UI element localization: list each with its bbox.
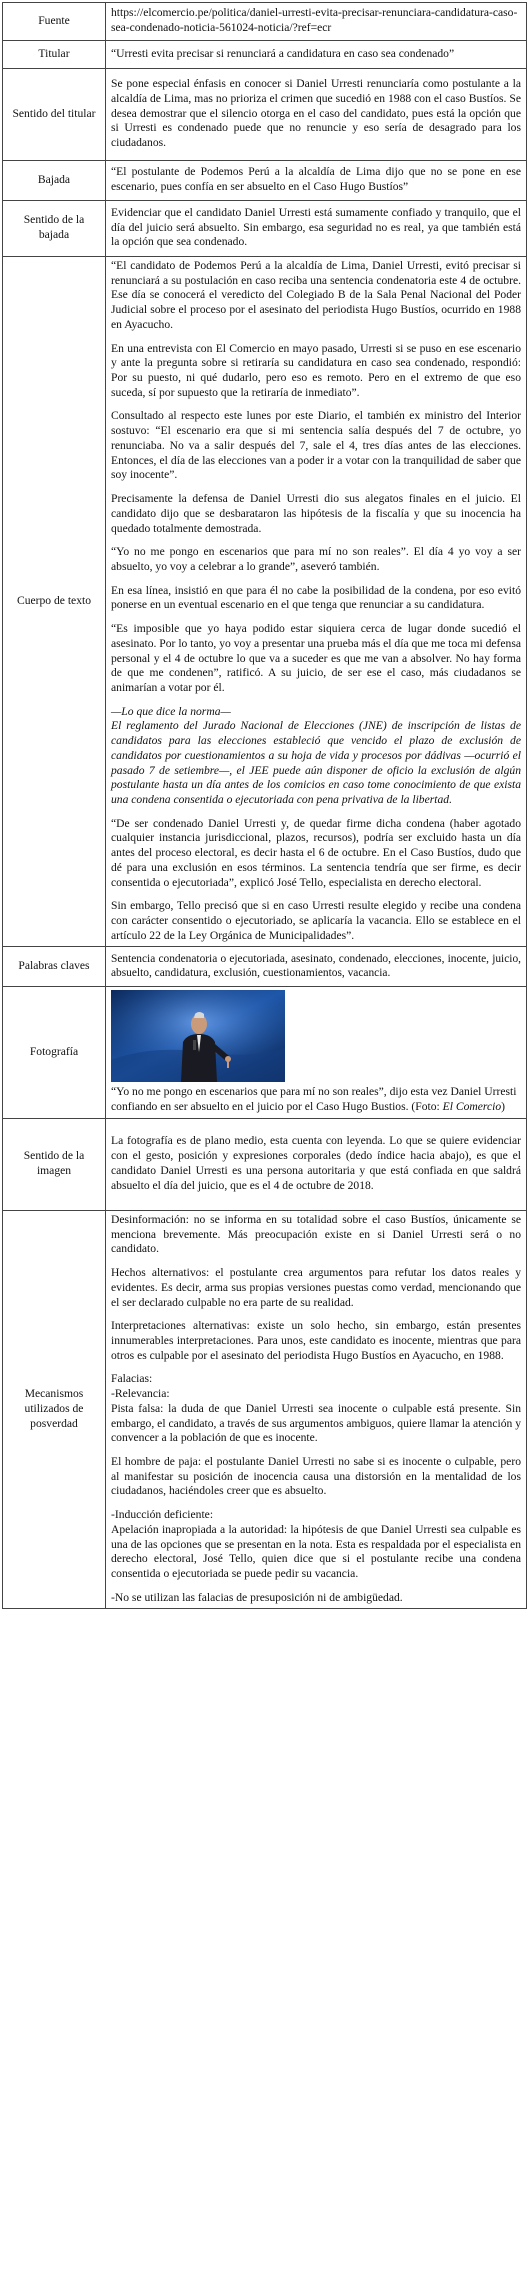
label-sentido-titular: Sentido del titular — [3, 69, 106, 161]
body-paragraph: Precisamente la defensa de Daniel Urresti dio sus alegatos finales en el juicio. El candidato dijo que se desbarataron las hipótesis de la fiscalía y que su inocencia ha quedado totalmente demostrada. — [111, 492, 521, 535]
label-palabras: Palabras claves — [3, 947, 106, 987]
body-paragraph: En esa línea, insistió en que para él no cabe la posibilidad de la condena, por eso evitó ponerse en un eventual escenario en el que tenga que renunciar a su candidatura. — [111, 583, 521, 612]
body-paragraph: En una entrevista con El Comercio en mayo pasado, Urresti si se puso en ese escenario y ante la pregunta sobre si retiraría su candidatura en caso sea condenado, respondió: Por su puesto, ni qué dudarlo, pero eso es remoto. Pero en el extremo de que eso suceda, sí por supuesto que la retiraría de inmediato”. — [111, 341, 521, 399]
mechanism-item: Interpretaciones alternativas: existe un solo hecho, sin embargo, están presentes innumerables interpretaciones. Para unos, este candidato es inocente, mientras que para otros es culpable por el asesinato del periodista Hugo Bustíos en Ayacucho, en 1988. — [111, 1319, 521, 1362]
norm-paragraph: El reglamento del Jurado Nacional de Elecciones (JNE) de inscripción de listas de candidatos para las elecciones estableció que vencido el plazo de exclusión de candidatos por cuestionamientos a su hoja de vida y procesos por dádivas —ocurrió el pasado 7 de setiembre—, el JEE puede aún disponer de oficio la exclusión de algún postulante hasta un día antes de los comicios en caso tome conocimiento de que exista una condena consentida o ejecutoriada con pena privativa de la libertad. — [111, 719, 521, 806]
subheadline-text: “El postulante de Podemos Perú a la alcaldía de Lima dijo que no se pone en ese escenario, pues confía en ser absuelto en el Caso Hugo Bustíos” — [106, 161, 527, 201]
label-mecanismos: Mecanismos utilizados de posverdad — [3, 1210, 106, 1609]
keywords-text: Sentencia condenatoria o ejecutoriada, asesinato, condenado, elecciones, inocente, juicio, absuelto, candidatura, exclusión, cuestionamientos, vacancia. — [106, 947, 527, 987]
mechanism-item: -No se utilizan las falacias de presuposición ni de ambigüedad. — [111, 1590, 403, 1604]
body-paragraph: “Yo no me pongo en escenarios que para mí no son reales”. El día 4 yo voy a ser absuelto, yo voy a celebrar a lo grande”, aseveró también. — [111, 545, 521, 573]
mechanism-item: Hechos alternativos: el postulante crea argumentos para refutar los datos reales y evidentes. Es decir, arma sus propias versiones puestas como verdad, mencionando que el ser declarado culpable no era parte de su realidad. — [111, 1266, 521, 1309]
label-titular: Titular — [3, 41, 106, 69]
row-bajada — [3, 161, 527, 201]
body-paragraph: Sin embargo, Tello precisó que si en caso Urresti resulte elegido y recibe una condena con carácter consentido o ejecutoriado, se aplicaría la vacancia. Ello se establece en el artículo 22 de la Ley Orgánica de Municipalidades”. — [111, 899, 521, 942]
row-mecanismos — [3, 1210, 527, 1609]
headline-meaning-text: Se pone especial énfasis en conocer si Daniel Urresti renunciaría como postulante a la alcaldía de Lima, mas no prioriza el crimen que sucedió en 1988 con el caso Bustíos. Se desea demostrar que el silencio otorga en el caso del candidato, pues está la opción que si Urresti es condenado puede que no renuncie y eso sería de desagrado para los ciudadanos. — [106, 69, 527, 161]
row-cuerpo — [3, 257, 527, 947]
label-sentido-imagen: Sentido de la imagen — [3, 1118, 106, 1210]
label-bajada: Bajada — [3, 161, 106, 201]
label-cuerpo: Cuerpo de texto — [3, 257, 106, 947]
photo-caption-main: “Yo no me pongo en escenarios que para mí no son reales”, dijo esta vez Daniel Urresti confiando en ser absuelto en el juicio por el Caso Hugo Bustios. (Foto: — [111, 1085, 517, 1114]
photo-wrapper — [111, 989, 521, 1082]
mechanism-heading: Falacias: — [111, 1372, 153, 1386]
row-fuente — [3, 3, 527, 41]
source-url-text[interactable]: https://elcomercio.pe/politica/daniel-urresti-evita-precisar-renunciara-candidatura-caso-sea-condenado-noticia-561024-noticia/?ref=ecr — [111, 6, 518, 34]
subheadline-meaning-text: Evidenciar que el candidato Daniel Urresti está sumamente confiado y tranquilo, que el día del juicio será absuelto. Sin embargo, esa seguridad no es real, ya que también está la opción que sea condenado. — [106, 201, 527, 257]
body-paragraph: “Es imposible que yo haya podido estar siquiera cerca de lugar donde sucedió el asesinato. Por lo tanto, yo voy a presentar una prueba más el día que me toca mi defensa personal y el 4 de octubre lo que va a suceder es que me van a absolver. No hay forma de que me condenen”, ratificó. A su juicio, de ser ese el caso, más ciudadanos se animarían a votar por él. — [111, 622, 521, 694]
label-fotografia: Fotografía — [3, 987, 106, 1118]
body-paragraph: “El candidato de Podemos Perú a la alcaldía de Lima, Daniel Urresti, evitó precisar si renunciará a su postulación en caso reciba una sentencia condenatoria este 4 de octubre. Ese día se conocerá el veredicto del Colegiado B de la Sala Penal Nacional del Poder Judicial sobre el proceso por el asesinato del periodista Hugo Bustíos, ocurrido en 1988 en Ayacucho. — [111, 259, 521, 331]
mechanism-item: Pista falsa: la duda de que Daniel Urresti sea inocente o culpable está presente. Sin embargo, el candidato, a través de sus argumentos ambiguos, quiere llamar la atención y convencer a la población de que es inocente. — [111, 1401, 521, 1445]
row-sentido-titular — [3, 69, 527, 161]
row-sentido-imagen — [3, 1118, 527, 1210]
mechanism-item: El hombre de paja: el postulante Daniel Urresti no sabe si es inocente o culpable, pero al manifestar su posición de inocencia causa una distorsión en la mentalidad de los ciudadanos, haciéndoles creer que es absuelto. — [111, 1454, 521, 1498]
mechanism-item: Desinformación: no se informa en su totalidad sobre el caso Bustíos, únicamente se menciona brevemente. Más preocupación existe en si Daniel Urresti será o no candidato. — [111, 1212, 521, 1256]
analysis-table — [2, 2, 527, 1609]
norm-subheading: —Lo que dice la norma— — [111, 704, 231, 718]
row-palabras — [3, 947, 527, 987]
news-photo — [111, 990, 285, 1082]
photo-caption-end: ) — [501, 1100, 506, 1114]
label-sentido-bajada: Sentido de la bajada — [3, 201, 106, 257]
mechanisms-text — [106, 1210, 527, 1609]
row-titular — [3, 41, 527, 69]
photo-cell — [106, 987, 527, 1118]
mechanism-subheading: -Relevancia: — [111, 1387, 170, 1401]
mechanism-subheading: -Inducción deficiente: — [111, 1508, 214, 1522]
label-fuente: Fuente — [3, 3, 106, 41]
mechanism-item: Apelación inapropiada a la autoridad: la hipótesis de que Daniel Urresti sea culpable es una de las opciones que se presentan en la nota. Esta es respaldada por el especialista en derecho electoral, José Tello, quien dice que si el postulante recibe una condena consentida o ejecutoriada se puede pedir su vacancia. — [111, 1522, 521, 1580]
source-url[interactable] — [106, 3, 527, 41]
headline-text: “Urresti evita precisar si renunciará a candidatura en caso sea condenado” — [106, 41, 527, 69]
photo-caption-source: El Comercio — [442, 1100, 502, 1114]
row-fotografia — [3, 987, 527, 1118]
photo-caption — [111, 1085, 521, 1114]
body-paragraph: Consultado al respecto este lunes por este Diario, el también ex ministro del Interior sostuvo: “El escenario era que si mi sentencia salía después del 7 de octubre, yo renunciaba. No va a salir después del 7, sale el 4, tres días antes de las elecciones. Entonces, el día de las elecciones van a poder ir a votar con la tranquilidad de saber que soy inocente”. — [111, 409, 521, 482]
row-sentido-bajada — [3, 201, 527, 257]
image-meaning-text: La fotografía es de plano medio, esta cuenta con leyenda. Lo que se quiere evidenciar con el gesto, posición y expresiones corporales (dedo índice hacia abajo), es que el candidato Daniel Urresti es una persona autoritaria y que está confiada en que saldrá absuelto el día del juicio, que es el 4 de octubre de 2018. — [106, 1118, 527, 1210]
body-paragraph: “De ser condenado Daniel Urresti y, de quedar firme dicha condena (haber agotado cualquier instancia jurisdiccional, plazos, recursos), podría ser excluido hasta un día antes del proceso electoral, es decir hasta el 6 de octubre. En el Caso Bustíos, dudo que dé para una exclusión en esos términos. La sentencia tendría que ser firme, es decir consentida o ejecutoriada”, explicó José Tello, especialista en derecho electoral. — [111, 816, 521, 889]
body-text — [106, 257, 527, 947]
